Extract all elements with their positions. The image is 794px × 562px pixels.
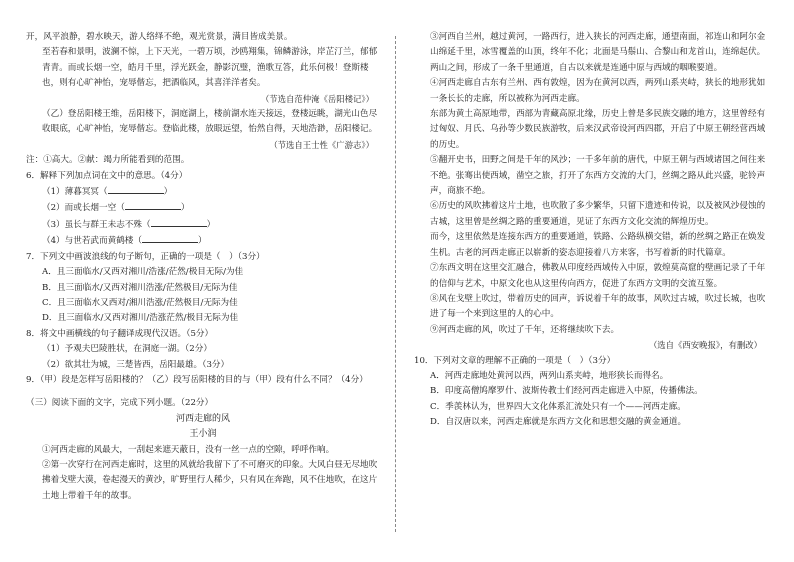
passage-paragraph: ⑦东西文明在这里交汇融合，佛教从印度经西域传入中原，敦煌莫高窟的壁画记录了千年的信仰与艺术，中原文化也从这里传向西方，促进了东西方文明的交流互鉴。 [430, 263, 766, 289]
item-text: （2）而或长烟一空（ [42, 203, 125, 214]
item-text: （4）与世若武而黄鹤楼（ [42, 236, 142, 247]
passage-line: 开，风平浪静，碧水映天，游人络绎不绝，观光赏景，满目皆成美景。 [26, 32, 293, 42]
option-c[interactable]: C．且三面临水又西对/湘川浩涨/茫然极目/无际为佳 [42, 297, 238, 308]
article-author: 王小润 [189, 429, 217, 440]
answer-blank[interactable] [142, 233, 198, 243]
passage-paragraph: 东部为黄土高原地带，西部为青藏高原北缘，历史上曾是多民族交融的地方，这里曾经有过匈奴、月氏、乌孙等少数民族游牧，后来汉武帝设河西四郡，开启了中原王朝经营西域的历史。 [430, 109, 766, 150]
option-c[interactable]: C．季羡林认为，世界四大文化体系汇流处只有一个——河西走廊。 [430, 401, 686, 412]
source-note: （选自《西安晚报》，有删改） [648, 340, 762, 351]
left-column [26, 30, 380, 504]
passage-paragraph: ⑥历史的风吹拂着这片土地，也吹散了多少繁华，只留下遗迹和传说，以及被风沙侵蚀的古城，这里曾是丝绸之路的重要通道，见证了东西方文化交流的辉煌历史。 [430, 201, 766, 227]
section-heading: （三）阅读下面的文字，完成下列小题。（22分） [26, 398, 214, 409]
item-text: （1）薄暮冥冥（ [42, 187, 108, 198]
option-b[interactable]: B．印度高僧鸠摩罗什、波斯传教士们经河西走廊进入中原，传播佛法。 [430, 386, 703, 397]
question-6-item: （1）薄暮冥冥（ ） [26, 184, 380, 200]
passage-paragraph: ⑤翻开史书，田野之间是千年的风沙；一千多年前的唐代，中原王朝与西域诸国之间往来不绝。张骞出使西域，凿空之旅，打开了东西方交流的大门，丝绸之路从此兴盛，驼铃声声，商旅不绝。 [430, 155, 766, 197]
passage-paragraph: ⑨河西走廊的风，吹过了千年，还将继续吹下去。 [430, 324, 620, 335]
question-10: 10．下列对文章的理解不正确的一项是（ ）（3分） [414, 355, 616, 366]
question-6-item: （4）与世若武而黄鹤楼（ ） [26, 233, 380, 249]
answer-blank[interactable] [151, 217, 207, 227]
passage-paragraph: ①河西走廊的风最大，一刮起来遮天蔽日，没有一丝一点的空隙，呼呼作响。 [42, 444, 335, 455]
passage-paragraph: ③河西自兰州，越过黄河，一路西行，进入狭长的河西走廊，通望南面，祁连山和阿尔金山绵延千里，冰雪覆盖的山顶，终年不化；北面是马鬃山、合黎山和龙首山，连绵起伏。两山之间，形成了一条千里通道，自古以来就是连通中原与西域的咽喉要道。 [430, 32, 766, 73]
option-a[interactable]: A．且三面临水/又西对湘川/浩涨/茫然/极目无际/为佳 [42, 267, 244, 278]
article-title: 河西走廊的风 [175, 413, 230, 424]
option-d[interactable]: D．且三面临水/又西对湘川/浩涨茫然/极目无际为佳 [42, 313, 239, 324]
right-column [414, 30, 768, 431]
passage-paragraph: （乙）登岳阳楼王维，岳阳楼下，洞庭湖上，楼前湖水连天接远，登楼远眺，湖光山色尽收眼底，心旷神怡，宠辱偕忘。登临此楼，放眼远望，怡然自得，天地浩渺，岳阳楼记。 [42, 109, 378, 135]
source-note: （节选自范仲淹《岳阳楼记》） [260, 93, 374, 104]
answer-blank[interactable] [108, 184, 164, 194]
passage-paragraph: ⑧风在戈壁上吹过，带着历史的回声，诉说着千年的故事，风吹过古城，吹过长城，也吹进了每一个来到这里的人的心中。 [430, 293, 766, 320]
option-b[interactable]: B．且三面临水/又西对湘川浩涨/茫然极目/无际为佳 [42, 282, 238, 293]
footnote: 注：①高大。②献：竭力所能看到的范围。 [26, 155, 190, 166]
source-note: （节选自王士性《广游志》） [269, 139, 374, 150]
answer-blank[interactable] [125, 200, 181, 210]
option-d[interactable]: D．自汉唐以来，河西走廊就是东西方文化和思想交融的黄金通道。 [430, 417, 687, 428]
item-text: （3）虽长与群王未志不殊（ [42, 219, 151, 230]
question-8: 8．将文中画横线的句子翻译成现代汉语。（5分） [26, 328, 214, 339]
passage-paragraph: ④河西走廊自古东有兰州、西有敦煌，因为在黄河以西，两列山系夹峙，狭长的地形犹如一条长长的走廊，所以被称为河西走廊。 [430, 78, 766, 104]
question-8-item: （1）予观夫巴陵胜状，在洞庭一湖。（2分） [42, 344, 212, 355]
passage-paragraph: 而今，这里依然是连接东西方的重要通道，铁路、公路纵横交错，新的丝绸之路正在焕发生机。古老的河西走廊正以崭新的姿态迎接着八方来客，书写着新的时代篇章。 [430, 232, 766, 258]
question-6: 6．解释下列加点词在文中的意思。（4分） [26, 170, 188, 181]
question-6-item: （3）虽长与群王未志不殊（ ） [26, 217, 380, 233]
question-8-item: （2）欲其壮为城，三楚皆西，岳阳最雄。（3分） [42, 359, 230, 370]
passage-paragraph: 至若春和景明，波澜不惊，上下天光，一碧万顷，沙鸥翔集，锦鳞游泳，岸芷汀兰，郁郁青青。而或长烟一空，皓月千里，浮光跃金，静影沉璧，渔歌互答，此乐何极！登斯楼也，则有心旷神怡，宠辱偕忘，把酒临风，其喜洋洋者矣。 [42, 47, 378, 89]
question-9: 9．（甲）段是怎样写岳阳楼的？（乙）段写岳阳楼的目的与（甲）段有什么不同？（4分） [26, 374, 368, 385]
option-a[interactable]: A．河西走廊地处黄河以西，两列山系夹峙，地形狭长而得名。 [430, 370, 669, 381]
passage-paragraph: ②第一次穿行在河西走廊时，这里的风就给我留下了不可磨灭的印象。大风白昼无尽地吹拂着戈壁大漠，卷起漫天的黄沙，旷野里行人稀少，只有风在奔跑，风不住地吹，在这片土地上带着千年的故事。 [42, 459, 378, 501]
question-7: 7．下列文中画波浪线的句子断句，正确的一项是（ ）（3分） [26, 251, 265, 262]
column-divider [395, 36, 396, 532]
question-6-item: （2）而或长烟一空（ ） [26, 200, 380, 216]
